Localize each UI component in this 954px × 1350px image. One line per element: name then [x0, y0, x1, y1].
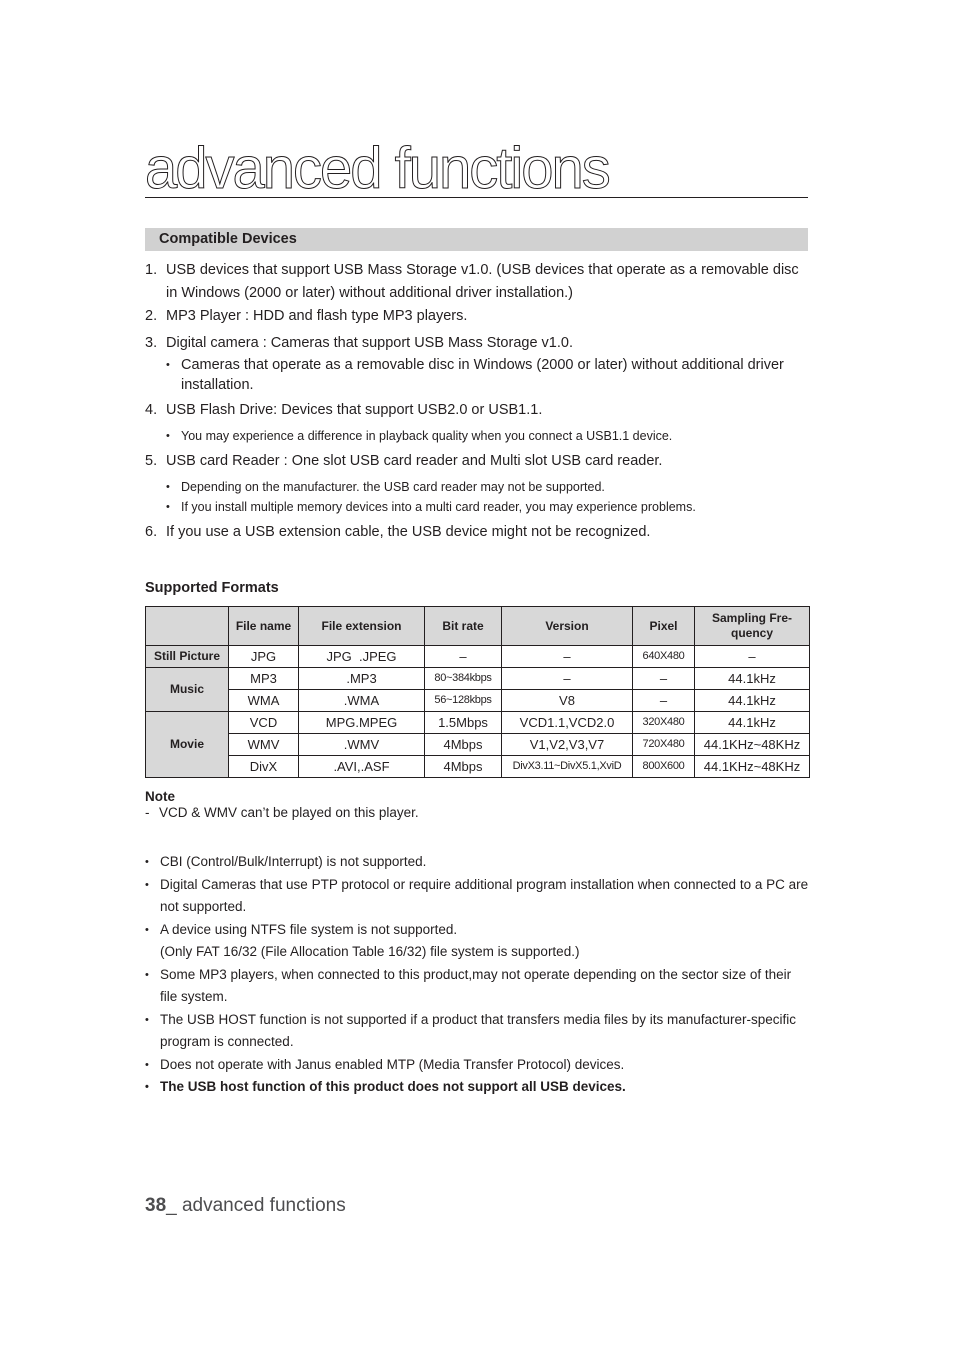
- device-item-1: [145, 259, 805, 305]
- item-text: Digital camera : Cameras that support USB Mass Storage v1.0.: [166, 335, 573, 351]
- table-row: [146, 690, 810, 712]
- item-text: MP3 Player : HDD and flash type MP3 players.: [166, 308, 468, 324]
- device-sub-bullet: [145, 426, 805, 446]
- sub-bullet-text: If you install multiple memory devices into a multi card reader, you may experience problems.: [181, 500, 696, 514]
- cell-file-name: WMV: [229, 734, 299, 756]
- item-number: 3.: [145, 335, 158, 351]
- cell-pixel: 720X480: [633, 734, 695, 756]
- cell-file-name: DivX: [229, 756, 299, 778]
- list-item: [145, 964, 810, 1009]
- note-body: VCD & WMV can’t be played on this player.: [159, 805, 419, 820]
- cell-file-name: JPG: [229, 646, 299, 668]
- cell-bit-rate: 4Mbps: [425, 756, 502, 778]
- list-item: [145, 919, 810, 964]
- list-item-text-continued: (Only FAT 16/32 (File Allocation Table 16/32) file system is supported.): [160, 944, 580, 959]
- device-sub-bullet: [145, 497, 805, 517]
- cell-bit-rate: 80~384kbps: [425, 668, 502, 690]
- column-header-version: Version: [502, 607, 633, 646]
- item-number: 5.: [145, 453, 158, 469]
- item-number: 1.: [145, 262, 158, 278]
- group-movie: Movie: [146, 712, 229, 778]
- table-row: [146, 712, 810, 734]
- list-item: [145, 851, 810, 874]
- device-item-2: [145, 305, 805, 328]
- cell-file-name: VCD: [229, 712, 299, 734]
- list-item-text: Digital Cameras that use PTP protocol or require additional program installation when connected to a PC are not supported.: [160, 876, 809, 914]
- group-still-picture: Still Picture: [146, 646, 229, 668]
- cell-bit-rate: 56~128kbps: [425, 690, 502, 712]
- cell-file-extension: .WMA: [299, 690, 425, 712]
- bullet-icon: •: [166, 481, 170, 493]
- list-item-text: The USB HOST function is not supported if a product that transfers media files by its manufacturer-specific program is connected.: [160, 1011, 797, 1049]
- cell-file-extension: JPG .JPEG: [299, 646, 425, 668]
- cell-sampling-frequency: 44.1kHz: [695, 668, 810, 690]
- page-title: advanced functions: [145, 138, 808, 198]
- cell-sampling-frequency: –: [695, 646, 810, 668]
- list-item-text: CBI (Control/Bulk/Interrupt) is not supported.: [160, 854, 427, 869]
- item-text: USB devices that support USB Mass Storage v1.0. (USB devices that operate as a removable disc in Windows (2000 or later) without additional driver installation.): [166, 262, 799, 301]
- usb-limitations-list: [145, 851, 810, 1099]
- page-number: 38: [145, 1195, 167, 1216]
- cell-version: –: [502, 646, 633, 668]
- cell-pixel: –: [633, 668, 695, 690]
- bullet-icon: •: [145, 923, 149, 936]
- compatible-devices-heading: Compatible Devices: [145, 228, 808, 251]
- cell-file-extension: MPG.MPEG: [299, 712, 425, 734]
- table-header-row: [146, 607, 810, 646]
- sub-bullet-text: Cameras that operate as a removable disc in Windows (2000 or later) without additional driver installation.: [181, 357, 784, 393]
- table-row: [146, 668, 810, 690]
- cell-version: DivX3.11~DivX5.1,XviD: [502, 756, 633, 778]
- cell-bit-rate: 1.5Mbps: [425, 712, 502, 734]
- list-item-emphasis: [145, 1076, 810, 1099]
- cell-file-extension: .MP3: [299, 668, 425, 690]
- cell-file-name: MP3: [229, 668, 299, 690]
- sub-bullet-text: Depending on the manufacturer. the USB card reader may not be supported.: [181, 480, 605, 494]
- item-number: 4.: [145, 402, 158, 418]
- column-header-pixel: Pixel: [633, 607, 695, 646]
- cell-version: V8: [502, 690, 633, 712]
- supported-formats-table: [145, 606, 810, 778]
- item-number: 6.: [145, 524, 158, 540]
- footer-label: _ advanced functions: [166, 1195, 346, 1216]
- bullet-icon: •: [145, 856, 149, 868]
- note-text: [145, 805, 419, 820]
- bullet-icon: •: [145, 1081, 149, 1093]
- cell-pixel: 640X480: [633, 646, 695, 668]
- device-item-5: [145, 450, 805, 473]
- list-item-text: A device using NTFS file system is not supported.: [160, 921, 458, 937]
- column-header-sampling-frequency: Sampling Fre-quency: [695, 607, 810, 646]
- page-footer: [145, 1195, 346, 1217]
- table-row: [146, 646, 810, 668]
- list-item: [145, 874, 810, 919]
- item-text: USB Flash Drive: Devices that support USB2.0 or USB1.1.: [166, 402, 543, 418]
- bullet-icon: •: [166, 430, 170, 442]
- device-sub-bullet: [145, 355, 805, 395]
- item-text: USB card Reader : One slot USB card reader and Multi slot USB card reader.: [166, 453, 663, 469]
- cell-version: –: [502, 668, 633, 690]
- note-title: Note: [145, 789, 175, 804]
- list-item-text: Does not operate with Janus enabled MTP (Media Transfer Protocol) devices.: [160, 1056, 625, 1072]
- bullet-icon: •: [145, 1058, 149, 1071]
- cell-file-name: WMA: [229, 690, 299, 712]
- cell-file-extension: .AVI,.ASF: [299, 756, 425, 778]
- bullet-icon: •: [145, 878, 149, 891]
- device-sub-bullet: [145, 477, 805, 497]
- device-item-4: [145, 399, 805, 422]
- list-item-text: The USB host function of this product does not support all USB devices.: [160, 1079, 626, 1094]
- list-item: [145, 1009, 810, 1054]
- list-item: [145, 1054, 810, 1077]
- cell-pixel: –: [633, 690, 695, 712]
- column-header: [146, 607, 229, 646]
- bullet-icon: •: [166, 501, 170, 513]
- cell-sampling-frequency: 44.1KHz~48KHz: [695, 734, 810, 756]
- cell-pixel: 800X600: [633, 756, 695, 778]
- device-item-6: [145, 521, 805, 544]
- bullet-icon: •: [145, 1013, 149, 1026]
- compatible-devices-list: [145, 259, 805, 544]
- cell-version: V1,V2,V3,V7: [502, 734, 633, 756]
- cell-version: VCD1.1,VCD2.0: [502, 712, 633, 734]
- cell-sampling-frequency: 44.1kHz: [695, 712, 810, 734]
- cell-pixel: 320X480: [633, 712, 695, 734]
- dash-icon: -: [145, 805, 150, 820]
- cell-bit-rate: –: [425, 646, 502, 668]
- item-text: If you use a USB extension cable, the USB device might not be recognized.: [166, 524, 651, 540]
- table-row: [146, 734, 810, 756]
- bullet-icon: •: [166, 359, 170, 371]
- sub-bullet-text: You may experience a difference in playback quality when you connect a USB1.1 device.: [181, 429, 673, 443]
- list-item-text: Some MP3 players, when connected to this product,may not operate depending on the sector size of their file system.: [160, 966, 792, 1004]
- supported-formats-heading: Supported Formats: [145, 580, 279, 596]
- bullet-icon: •: [145, 968, 149, 981]
- group-music: Music: [146, 668, 229, 712]
- item-number: 2.: [145, 308, 158, 324]
- cell-sampling-frequency: 44.1KHz~48KHz: [695, 756, 810, 778]
- cell-sampling-frequency: 44.1kHz: [695, 690, 810, 712]
- cell-bit-rate: 4Mbps: [425, 734, 502, 756]
- table-row: [146, 756, 810, 778]
- column-header-file-name: File name: [229, 607, 299, 646]
- column-header-bit-rate: Bit rate: [425, 607, 502, 646]
- device-item-3: [145, 332, 805, 355]
- cell-file-extension: .WMV: [299, 734, 425, 756]
- column-header-file-extension: File extension: [299, 607, 425, 646]
